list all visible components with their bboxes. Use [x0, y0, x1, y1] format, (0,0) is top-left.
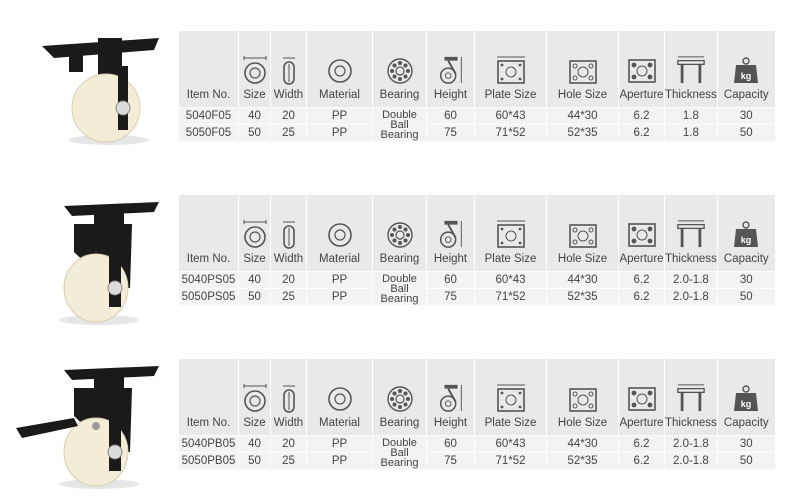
cell-size: 40	[239, 272, 271, 289]
header-bearing: Bearing	[373, 31, 427, 108]
bearing-line-3: Bearing	[380, 292, 419, 305]
table-header-row	[179, 359, 776, 436]
height-icon	[436, 55, 466, 85]
header-size: Size	[239, 359, 271, 436]
cell-height: 75	[427, 453, 475, 470]
weight-icon-glyph: kg	[741, 235, 752, 245]
cell-aperture: 6.2	[619, 272, 665, 289]
cell-thickness: 2.0-1.8	[665, 453, 718, 470]
cell-capacity: 50	[717, 125, 775, 142]
cell-item-no: 5040F05	[179, 108, 239, 125]
spec-table	[178, 194, 776, 306]
caster-drawing	[14, 28, 164, 163]
bearing-line-1: Double	[382, 272, 417, 285]
height-icon	[436, 219, 466, 249]
weight-icon	[731, 219, 761, 249]
cell-aperture: 6.2	[619, 125, 665, 142]
thickness-icon	[674, 383, 708, 413]
weight-icon-glyph: kg	[741, 71, 752, 81]
cell-item-no: 5040PB05	[179, 436, 239, 453]
wheel-width-icon	[279, 219, 299, 249]
header-thickness: Thickness	[665, 359, 718, 436]
header-material: Material	[307, 195, 373, 272]
cell-aperture: 6.2	[619, 108, 665, 125]
header-hole-size: Hole Size	[547, 359, 619, 436]
cell-plate-size: 60*43	[475, 272, 547, 289]
wheel-size-icon	[242, 55, 268, 85]
cell-width: 20	[271, 108, 307, 125]
cell-capacity: 30	[717, 272, 775, 289]
cell-plate-size: 71*52	[475, 289, 547, 306]
header-hole-size: Hole Size	[547, 31, 619, 108]
header-capacity: kg Capacity	[717, 195, 775, 272]
header-aperture: Aperture	[619, 359, 665, 436]
cell-material: PP	[307, 436, 373, 453]
table-header-row	[179, 195, 776, 272]
header-plate-size: Plate Size	[475, 359, 547, 436]
cell-plate-size: 60*43	[475, 108, 547, 125]
cell-height: 75	[427, 125, 475, 142]
thickness-icon	[674, 219, 708, 249]
spec-table	[178, 30, 776, 142]
aperture-icon	[626, 219, 658, 249]
header-plate-size: Plate Size	[475, 195, 547, 272]
cell-capacity: 30	[717, 436, 775, 453]
cell-thickness: 1.8	[665, 125, 718, 142]
aperture-icon	[626, 55, 658, 85]
cell-capacity: 30	[717, 108, 775, 125]
cell-bearing	[373, 108, 427, 142]
cell-size: 50	[239, 453, 271, 470]
material-icon	[325, 55, 355, 85]
cell-aperture: 6.2	[619, 289, 665, 306]
weight-icon	[731, 55, 761, 85]
cell-plate-size: 60*43	[475, 436, 547, 453]
wheel-width-icon	[279, 383, 299, 413]
cell-plate-size: 71*52	[475, 453, 547, 470]
header-plate-size: Plate Size	[475, 31, 547, 108]
product-section	[0, 192, 800, 327]
cell-hole-size: 52*35	[547, 453, 619, 470]
cell-plate-size: 71*52	[475, 125, 547, 142]
product-section	[0, 356, 800, 491]
plate-icon	[494, 383, 528, 413]
table-row	[179, 108, 776, 125]
header-aperture: Aperture	[619, 31, 665, 108]
bearing-line-1: Double	[382, 436, 417, 449]
cell-material: PP	[307, 125, 373, 142]
cell-bearing	[373, 436, 427, 470]
hole-icon	[566, 219, 600, 249]
header-thickness: Thickness	[665, 31, 718, 108]
header-bearing: Bearing	[373, 359, 427, 436]
header-bearing: Bearing	[373, 195, 427, 272]
header-height: Height	[427, 195, 475, 272]
table-row	[179, 436, 776, 453]
weight-icon-glyph: kg	[741, 399, 752, 409]
header-material: Material	[307, 359, 373, 436]
cell-aperture: 6.2	[619, 453, 665, 470]
cell-item-no: 5050PS05	[179, 289, 239, 306]
cell-capacity: 50	[717, 289, 775, 306]
cell-capacity: 50	[717, 453, 775, 470]
plate-icon	[494, 55, 528, 85]
cell-height: 60	[427, 272, 475, 289]
bearing-line-2: Ball	[390, 282, 409, 295]
material-icon	[325, 383, 355, 413]
cell-size: 50	[239, 125, 271, 142]
header-hole-size: Hole Size	[547, 195, 619, 272]
header-width: Width	[271, 359, 307, 436]
cell-material: PP	[307, 108, 373, 125]
cell-thickness: 2.0-1.8	[665, 272, 718, 289]
cell-hole-size: 44*30	[547, 436, 619, 453]
plate-icon	[494, 219, 528, 249]
header-size: Size	[239, 195, 271, 272]
cell-width: 25	[271, 125, 307, 142]
cell-material: PP	[307, 289, 373, 306]
product-section	[0, 28, 800, 163]
cell-thickness: 2.0-1.8	[665, 289, 718, 306]
header-height: Height	[427, 359, 475, 436]
cell-hole-size: 44*30	[547, 108, 619, 125]
cell-size: 40	[239, 108, 271, 125]
hole-icon	[566, 383, 600, 413]
bearing-line-3: Bearing	[380, 128, 419, 141]
table-header-row	[179, 31, 776, 108]
bearing-line-1: Double	[382, 108, 417, 121]
header-item-no: Item No.	[179, 31, 239, 108]
bearing-line-3: Bearing	[380, 456, 419, 469]
cell-height: 60	[427, 108, 475, 125]
aperture-icon	[626, 383, 658, 413]
caster-drawing	[14, 356, 164, 491]
caster-image-fixed	[14, 28, 164, 163]
cell-item-no: 5050PB05	[179, 453, 239, 470]
caster-image-swivel	[14, 192, 164, 327]
table-row	[179, 453, 776, 470]
header-item-no: Item No.	[179, 359, 239, 436]
cell-height: 60	[427, 436, 475, 453]
thickness-icon	[674, 55, 708, 85]
cell-item-no: 5040PS05	[179, 272, 239, 289]
bearing-icon	[385, 55, 415, 85]
material-icon	[325, 219, 355, 249]
spec-table	[178, 358, 776, 470]
header-aperture: Aperture	[619, 195, 665, 272]
header-height: Height	[427, 31, 475, 108]
cell-thickness: 1.8	[665, 108, 718, 125]
cell-size: 50	[239, 289, 271, 306]
bearing-line-2: Ball	[390, 446, 409, 459]
table-row	[179, 272, 776, 289]
height-icon	[436, 383, 466, 413]
header-capacity: kg Capacity	[717, 359, 775, 436]
header-capacity: kg Capacity	[717, 31, 775, 108]
cell-hole-size: 52*35	[547, 289, 619, 306]
cell-hole-size: 44*30	[547, 272, 619, 289]
wheel-width-icon	[279, 55, 299, 85]
header-thickness: Thickness	[665, 195, 718, 272]
cell-width: 25	[271, 289, 307, 306]
header-size: Size	[239, 31, 271, 108]
cell-height: 75	[427, 289, 475, 306]
header-item-no: Item No.	[179, 195, 239, 272]
header-width: Width	[271, 195, 307, 272]
cell-width: 20	[271, 272, 307, 289]
cell-width: 25	[271, 453, 307, 470]
cell-material: PP	[307, 453, 373, 470]
cell-aperture: 6.2	[619, 436, 665, 453]
cell-thickness: 2.0-1.8	[665, 436, 718, 453]
caster-drawing	[14, 192, 164, 327]
wheel-size-icon	[242, 383, 268, 413]
bearing-line-2: Ball	[390, 118, 409, 131]
cell-size: 40	[239, 436, 271, 453]
table-row	[179, 125, 776, 142]
hole-icon	[566, 55, 600, 85]
caster-image-swivel-brake	[14, 356, 164, 491]
bearing-icon	[385, 219, 415, 249]
table-row	[179, 289, 776, 306]
cell-width: 20	[271, 436, 307, 453]
cell-bearing	[373, 272, 427, 306]
header-width: Width	[271, 31, 307, 108]
header-material: Material	[307, 31, 373, 108]
bearing-icon	[385, 383, 415, 413]
cell-item-no: 5050F05	[179, 125, 239, 142]
weight-icon	[731, 383, 761, 413]
cell-hole-size: 52*35	[547, 125, 619, 142]
cell-material: PP	[307, 272, 373, 289]
wheel-size-icon	[242, 219, 268, 249]
